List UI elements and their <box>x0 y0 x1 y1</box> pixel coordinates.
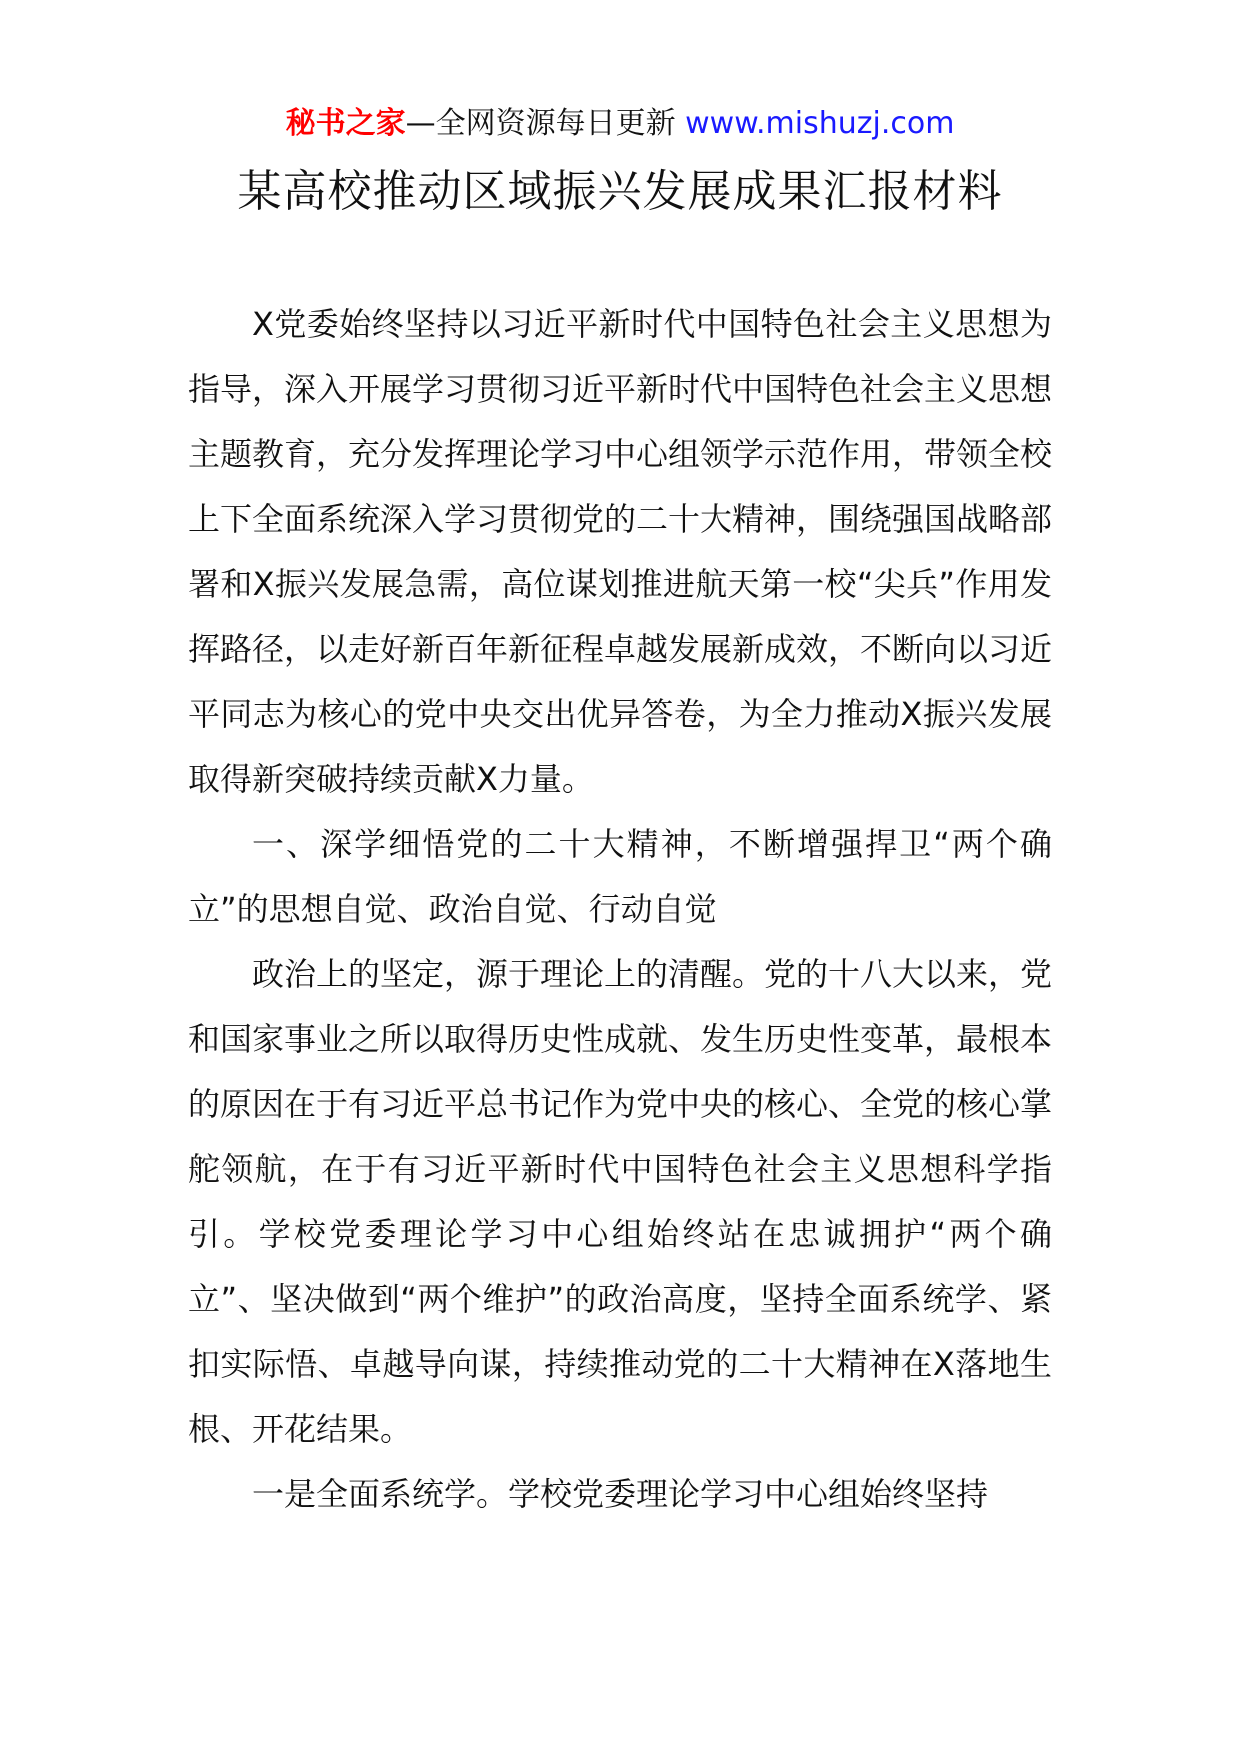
body-paragraph: 政治上的坚定，源于理论上的清醒。党的十八大以来，党和国家事业之所以取得历史性成就、发生历史性变革，最根本的原因在于有习近平总书记作为党中央的核心、全党的核心掌舵领航，在于有习近平新时代中国特色社会主义思想科学指引。学校党委理论学习中心组始终站在忠诚拥护“两个确立”、坚决做到“两个维护”的政治高度，坚持全面系统学、紧扣实际悟、卓越导向谋，持续推动党的二十大精神在X落地生根、开花结果。 <box>188 955 1053 1448</box>
document-body <box>188 292 1052 1527</box>
brand-name: 秘书之家 <box>285 106 406 141</box>
body-paragraph: 一是全面系统学。学校党委理论学习中心组始终坚持 <box>252 1475 989 1513</box>
site-header <box>0 102 1240 146</box>
intro-paragraph: X党委始终坚持以习近平新时代中国特色社会主义思想为指导，深入开展学习贯彻习近平新时代中国特色社会主义思想主题教育，充分发挥理论学习中心组领学示范作用，带领全校上下全面系统深入学习贯彻党的二十大精神，围绕强国战略部署和X振兴发展急需，高位谋划推进航天第一校“尖兵”作用发挥路径，以走好新百年新征程卓越发展新成效，不断向以习近平同志为核心的党中央交出优异答卷，为全力推动X振兴发展取得新突破持续贡献X力量。 <box>188 305 1053 798</box>
section-heading-1: 一、深学细悟党的二十大精神，不断增强捍卫“两个确立”的思想自觉、政治自觉、行动自觉 <box>188 825 1052 928</box>
site-url-link[interactable]: www.mishuzj.com <box>685 106 955 141</box>
document-title: 某高校推动区域振兴发展成果汇报材料 <box>237 166 1003 217</box>
header-tagline: —全网资源每日更新 <box>405 106 676 141</box>
